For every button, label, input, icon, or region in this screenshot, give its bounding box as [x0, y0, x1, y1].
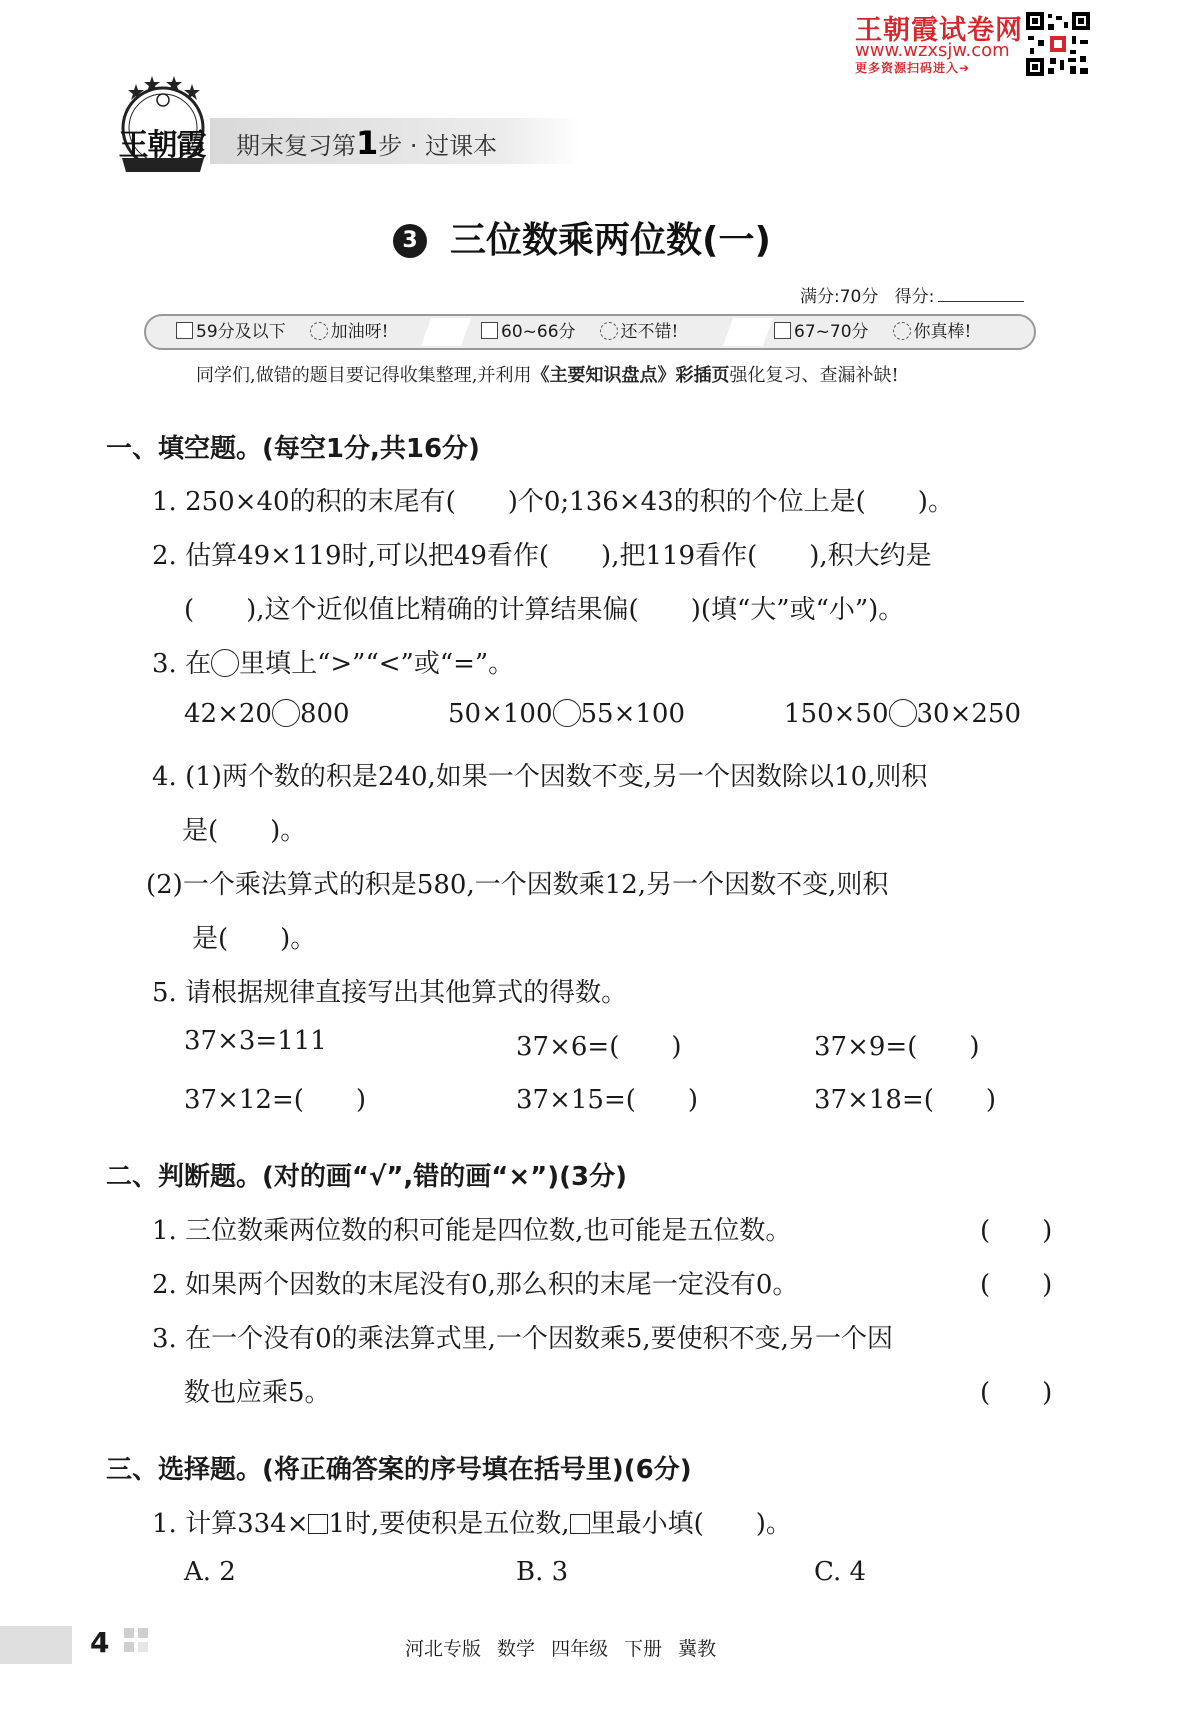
page-number: 4: [90, 1626, 110, 1659]
question-4-part-1: 4. (1)两个数的积是240,如果一个因数不变,另一个因数除以10,则积: [152, 762, 928, 792]
score-input[interactable]: [938, 301, 1024, 302]
brand-url[interactable]: www.wzxsjw.com: [855, 40, 1010, 61]
answer-bracket[interactable]: ( ): [980, 1270, 1053, 1300]
compare-circle[interactable]: [889, 699, 917, 727]
checkbox[interactable]: [176, 322, 193, 339]
smiley-icon: [310, 322, 328, 340]
judge-3-line-1: 3. 在一个没有0的乘法算式里,一个因数乘5,要使积不变,另一个因: [152, 1324, 893, 1354]
rating-separator: [723, 318, 773, 346]
section-title-choice: 三、选择题。(将正确答案的序号填在括号里)(6分): [106, 1455, 692, 1485]
blank-square: [308, 1514, 328, 1534]
choice-1: 1. 计算334× 1时,要使积是五位数, 里最小填( )。: [152, 1509, 792, 1539]
blank-square: [570, 1514, 590, 1534]
score-line: [800, 282, 1024, 307]
answer-bracket[interactable]: ( ): [980, 1216, 1053, 1246]
section-title-fill-blank: 一、填空题。(每空1分,共16分): [106, 434, 480, 464]
score-label: 得分:: [894, 287, 935, 307]
compare-circle: [211, 649, 239, 677]
footer-info: 河北专版 数学 四年级 下册 冀教: [405, 1638, 717, 1660]
rating-item[interactable]: 67~70分 你真棒!: [774, 316, 971, 348]
pattern-item: 37×12=( ): [184, 1085, 367, 1115]
judge-3-line-2: 数也应乘5。: [184, 1378, 331, 1408]
brand-tagline: 更多资源扫码进入➔: [855, 61, 971, 75]
rating-separator: [421, 318, 471, 346]
checkbox[interactable]: [774, 322, 791, 339]
judge-2: 2. 如果两个因数的末尾没有0,那么积的末尾一定没有0。: [152, 1270, 799, 1300]
rating-bar: [144, 314, 1036, 350]
question-1: 1. 250×40的积的末尾有( )个0;136×43的积的个位上是( )。: [152, 487, 954, 517]
strip-suffix: 步 · 过课本: [378, 132, 498, 160]
compare-circle[interactable]: [272, 699, 300, 727]
compare-item: 50×100 55×100: [448, 699, 685, 729]
judge-1: 1. 三位数乘两位数的积可能是四位数,也可能是五位数。: [152, 1216, 792, 1246]
section-title-judge: 二、判断题。(对的画“√”,错的画“×”)(3分): [106, 1162, 627, 1192]
question-3: 3. 在 里填上“>”“<”或“=”。: [152, 649, 515, 679]
title-number-badge: 3: [393, 224, 427, 258]
footer-deco-icon: [124, 1628, 152, 1660]
qr-code-icon[interactable]: [1026, 12, 1090, 76]
page-title: 三位数乘两位数(一): [450, 220, 771, 261]
question-4-part-2-cont: 是( )。: [192, 924, 317, 954]
pattern-item: 37×3=111: [184, 1026, 327, 1056]
strip-prefix: 期末复习第: [236, 132, 356, 160]
smiley-icon: [600, 322, 618, 340]
notice-text: 同学们,做错的题目要记得收集整理,并利用《主要知识盘点》彩插页强化复习、查漏补缺!: [196, 365, 899, 386]
smiley-icon: [893, 322, 911, 340]
pattern-item: 37×15=( ): [516, 1085, 699, 1115]
brand-name: 王朝霞试卷网: [855, 15, 1023, 46]
compare-item: 42×20 800: [184, 699, 350, 729]
question-5: 5. 请根据规律直接写出其他算式的得数。: [152, 978, 628, 1008]
checkbox[interactable]: [481, 322, 498, 339]
rating-item[interactable]: 60~66分 还不错!: [481, 316, 678, 348]
question-2-line-2: ( ),这个近似值比精确的计算结果偏( )(填“大”或“小”)。: [184, 595, 905, 625]
header-strip-text: [236, 124, 497, 162]
question-4-part-1-cont: 是( )。: [182, 816, 307, 846]
option-c[interactable]: C. 4: [814, 1557, 867, 1587]
rating-item[interactable]: 59分及以下 加油呀!: [176, 316, 388, 348]
pattern-item: 37×9=( ): [814, 1032, 980, 1062]
compare-circle[interactable]: [553, 699, 581, 727]
full-score: 满分:70分: [800, 287, 879, 307]
question-2-line-1: 2. 估算49×119时,可以把49看作( ),把119看作( ),积大约是: [152, 541, 932, 571]
answer-bracket[interactable]: ( ): [980, 1378, 1053, 1408]
strip-step-number: 1: [356, 124, 379, 162]
brand-seal-text: 王朝霞: [118, 128, 206, 163]
option-b[interactable]: B. 3: [516, 1557, 569, 1587]
footer-bar: [0, 1626, 72, 1664]
pattern-item: 37×18=( ): [814, 1085, 997, 1115]
option-a[interactable]: A. 2: [184, 1557, 236, 1587]
pattern-item: 37×6=( ): [516, 1032, 682, 1062]
compare-item: 150×50 30×250: [784, 699, 1021, 729]
question-4-part-2: (2)一个乘法算式的积是580,一个因数乘12,另一个因数不变,则积: [146, 870, 889, 900]
